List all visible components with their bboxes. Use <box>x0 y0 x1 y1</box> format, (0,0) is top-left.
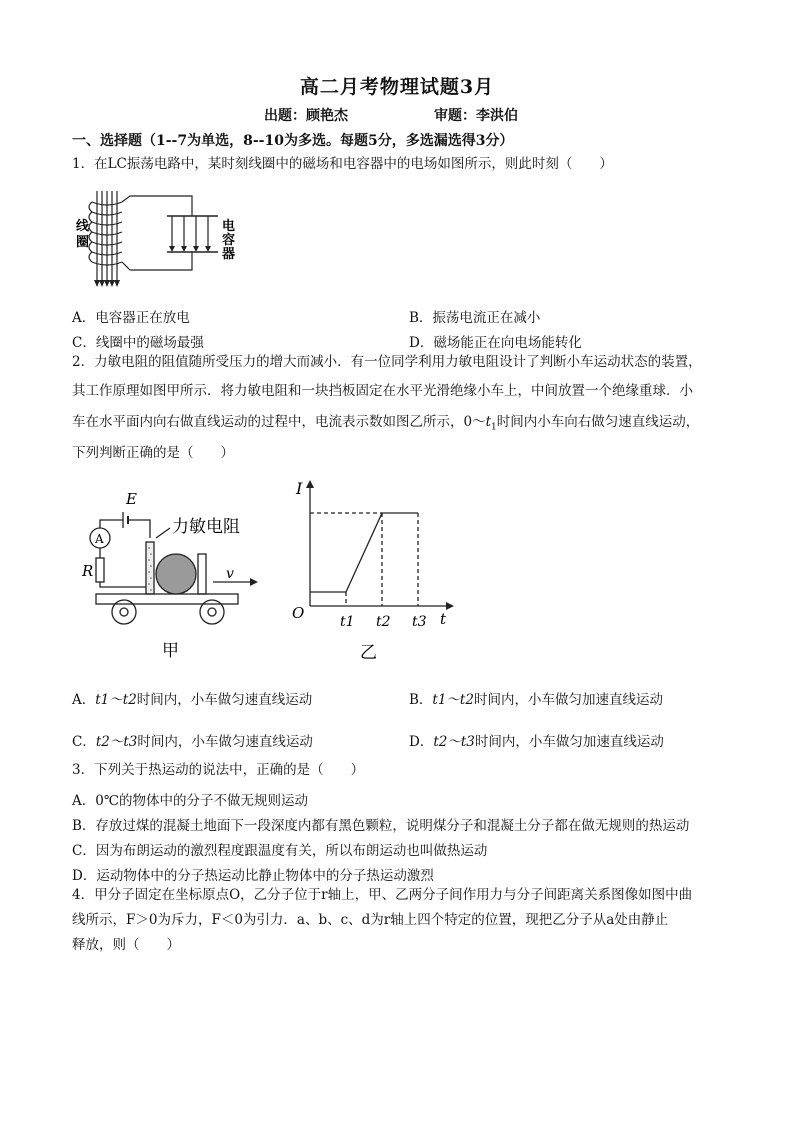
reviewer-line: 审题：李洪伯 <box>434 108 518 124</box>
q3-option-b: B．存放过煤的混凝土地面下一段深度内都有黑色颗粒，说明煤分子和混凝土分子都在做无规则的热运动 <box>72 818 690 834</box>
tick-t3: t3 <box>412 614 427 630</box>
q3-option-d: D．运动物体中的分子热运动比静止物体中的分子热运动激烈 <box>72 868 434 884</box>
q3-stem: 3．下列关于热运动的说法中，正确的是（ ） <box>72 762 365 778</box>
q2-line3: 车在水平面内向右做直线运动的过程中，电流表示数如图乙所示，$0\sim t_1$时间内小车向右做匀速直线运动， <box>72 414 700 433</box>
q1-lc-figure <box>72 186 242 290</box>
label-v: v <box>226 566 234 582</box>
label-ammeter: A <box>95 532 104 546</box>
q2-option-a: A．t1～t2时间内，小车做匀速直线运动 <box>72 692 313 708</box>
q1-option-b: B．振荡电流正在减小 <box>409 310 541 326</box>
q2-line4: 下列判断正确的是（ ） <box>72 445 234 461</box>
section-heading: 一、选择题（1--7为单选，8--10为多选。每题5分，多选漏选得3分） <box>72 133 514 149</box>
origin-label: O <box>292 604 305 622</box>
svg-text:器: 器 <box>222 247 236 262</box>
q4-line3: 释放，则（ ） <box>72 937 180 953</box>
author-line: 出题：顾艳杰 <box>264 108 348 124</box>
q1-option-c: C．线圈中的磁场最强 <box>72 335 204 351</box>
q2-option-b: B．t1～t2时间内，小车做匀加速直线运动 <box>409 692 663 708</box>
label-r: R <box>82 562 94 580</box>
tick-t1: t1 <box>340 614 355 630</box>
svg-text:电: 电 <box>222 219 236 234</box>
q2-figure-yi <box>288 478 458 666</box>
coil-label-1: 线 <box>76 219 90 234</box>
q2-figure-jia <box>78 486 258 662</box>
q2-line2: 其工作原理如图甲所示．将力敏电阻和一块挡板固定在水平光滑绝缘小车上，中间放置一个绝缘重球．小 <box>72 383 693 399</box>
caption-yi: 乙 <box>360 643 377 663</box>
coil-label-2: 圈 <box>76 235 90 250</box>
axis-label-i: I <box>296 479 303 498</box>
q2-option-c: C．t2～t3时间内，小车做匀速直线运动 <box>72 734 313 750</box>
q4-line2: 线所示，F＞0为斥力，F＜0为引力．a、b、c、d为r轴上四个特定的位置，现把乙分子从a处由静止 <box>72 912 669 928</box>
label-force-resistor: 力敏电阻 <box>172 517 240 537</box>
label-e: E <box>126 490 137 508</box>
q2-line1: 2．力敏电阻的阻值随所受压力的增大而减小．有一位同学利用力敏电阻设计了判断小车运动状态的装置， <box>72 354 702 370</box>
q3-option-a: A．0℃的物体中的分子不做无规则运动 <box>72 793 308 809</box>
page-title: 高二月考物理试题3月 <box>299 76 495 98</box>
q3-option-c: C．因为布朗运动的激烈程度跟温度有关，所以布朗运动也叫做热运动 <box>72 843 488 859</box>
q1-option-a: A．电容器正在放电 <box>72 310 190 326</box>
q4-line1: 4．甲分子固定在坐标原点O，乙分子位于r轴上，甲、乙两分子间作用力与分子间距离关系图像如图中曲 <box>72 887 693 903</box>
axis-label-t: t <box>440 610 447 628</box>
svg-text:容: 容 <box>222 233 236 248</box>
q1-option-d: D．磁场能正在向电场能转化 <box>409 335 582 351</box>
q1-stem: 1．在LC振荡电路中，某时刻线圈中的磁场和电容器中的电场如图所示，则此时刻（ ） <box>72 156 613 172</box>
q2-option-d: D．t2～t3时间内，小车做匀加速直线运动 <box>409 734 664 750</box>
caption-jia: 甲 <box>162 641 179 661</box>
tick-t2: t2 <box>376 614 391 630</box>
